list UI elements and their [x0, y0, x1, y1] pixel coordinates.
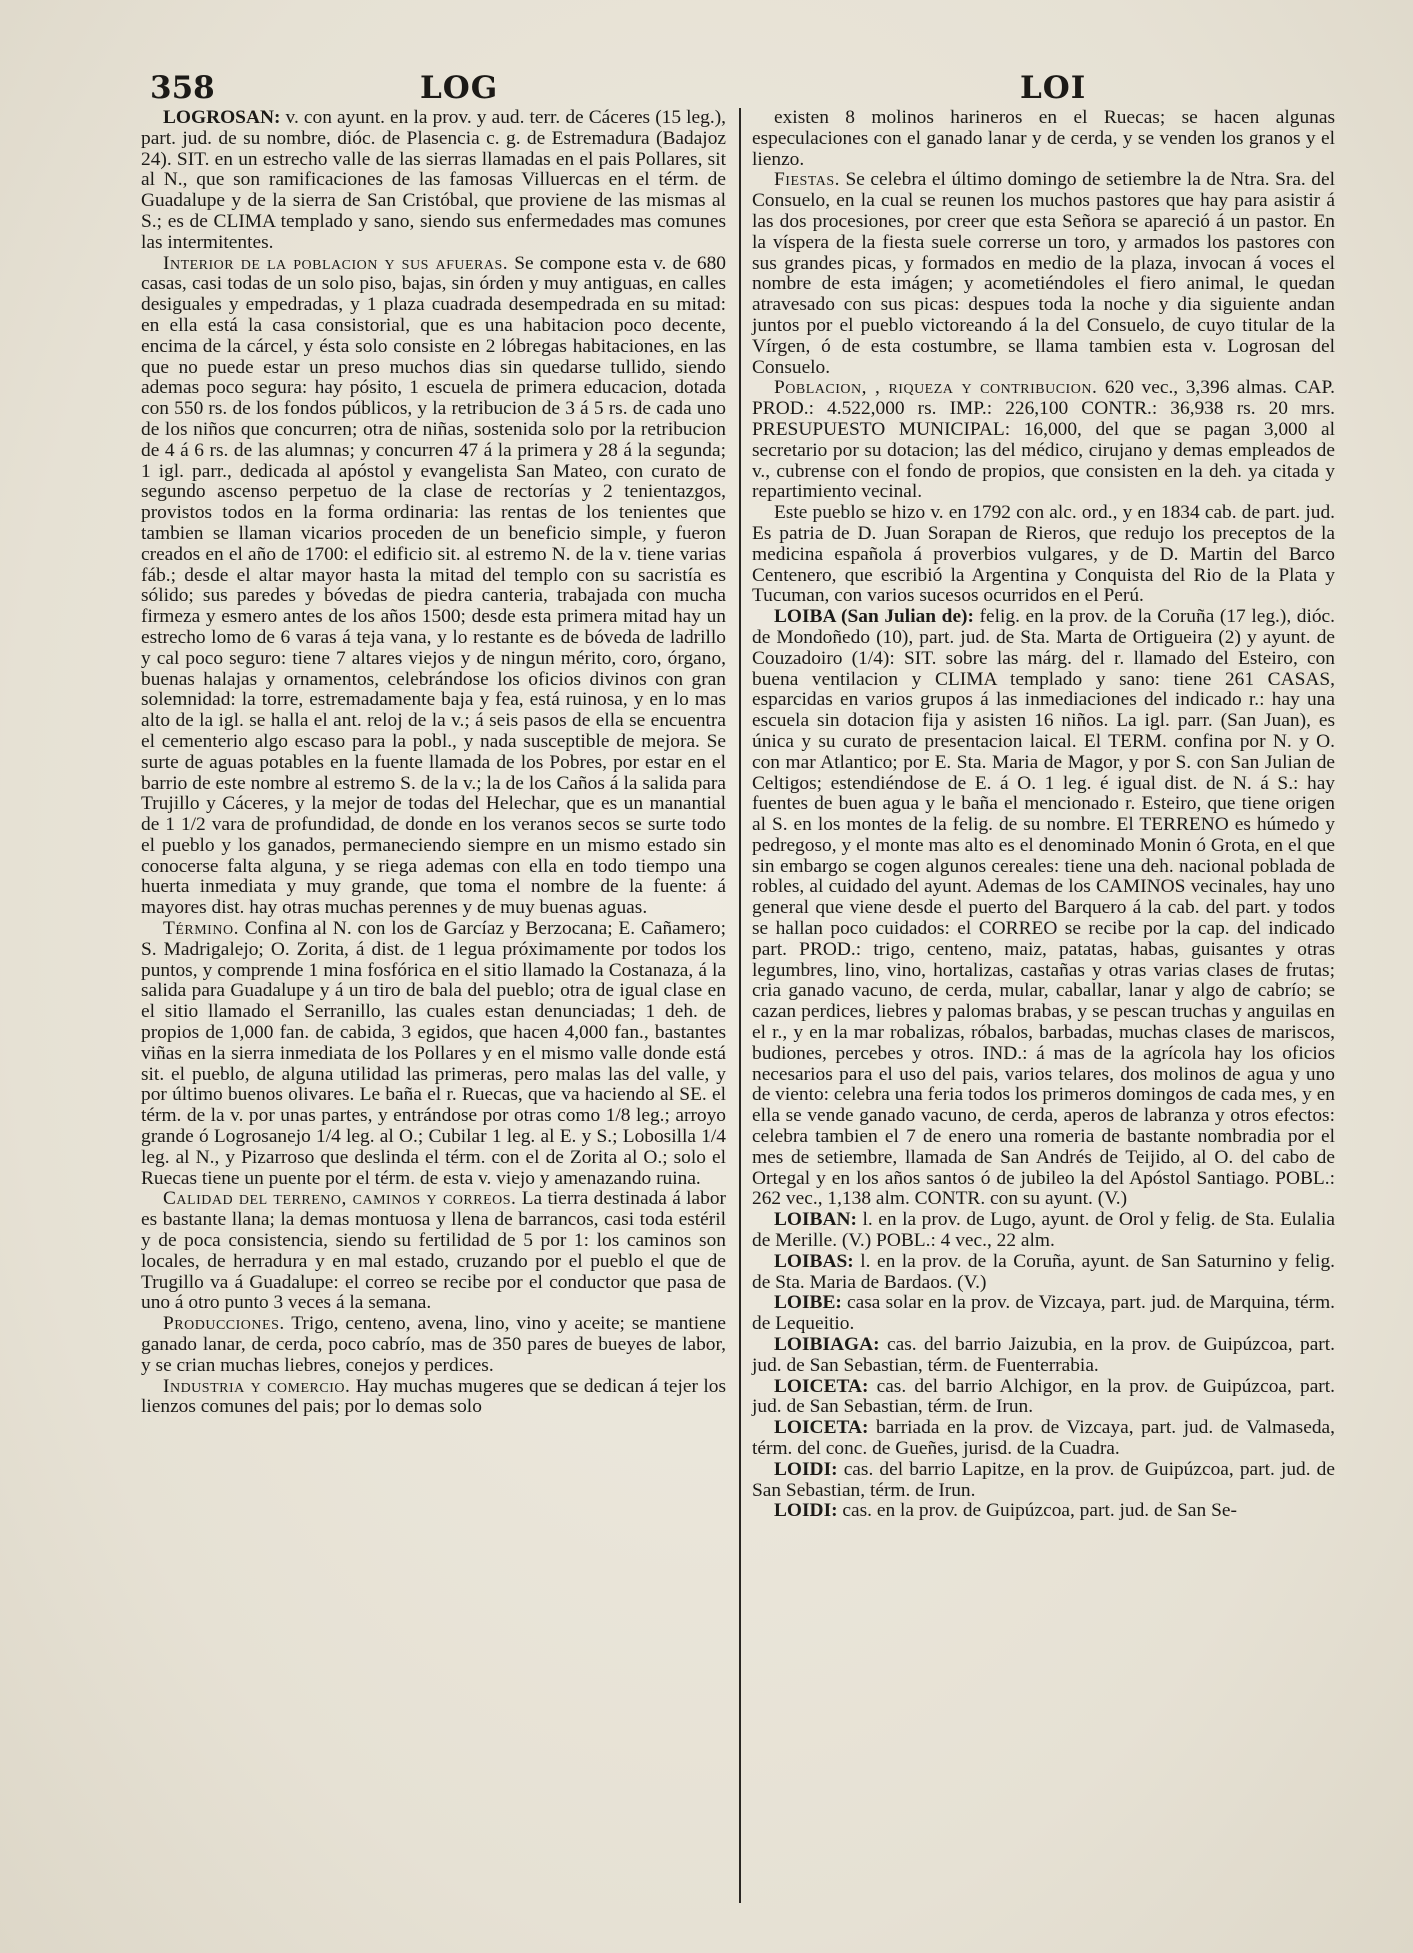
- section-heading: Fiestas.: [774, 169, 840, 191]
- entry-text: existen 8 molinos harineros en el Ruecas; se hacen algunas especulaciones con el ganado lanar y de cerda, y se venden los granos y el lienzo.: [752, 107, 1335, 170]
- headword: LOGROSAN:: [163, 107, 281, 128]
- entry-loibiaga: [752, 1335, 1335, 1377]
- entry-text: l. en la prov. de la Coruña, ayunt. de San Saturnino y felig. de Sta. Maria de Bardaos. (V.): [752, 1250, 1335, 1293]
- entry-text: cas. en la prov. de Guipúzcoa, part. jud. de San Se-: [837, 1500, 1237, 1522]
- entry-historia: [752, 503, 1335, 607]
- entry-text: La tierra destinada á labor es bastante llana; la demas montuosa y llena de barrancos, casi toda estéril y de poca consistencia, siendo su fertilidad de 5 por 1: los caminos son locales, de herradura y en mal estado, cruzando por el pueblo el que de Trugillo va á Guadalupe: el correo se recibe por el conductor que pasa de uno á otro punto 3 veces á la semana.: [141, 1188, 726, 1314]
- entry-producciones: [141, 1314, 726, 1376]
- headword: LOICETA:: [774, 1375, 869, 1397]
- entry-loidi2: [752, 1501, 1335, 1522]
- entry-text: Trigo, centeno, avena, lino, vino y aceite; se mantiene ganado lanar, de cerda, poco cabrío, mas de 350 pares de bueyes de labor, y se crian muchas liebres, conejos y perdices.: [141, 1313, 726, 1376]
- section-heading: Industria y comercio.: [163, 1375, 351, 1397]
- entry-loiceta1: [752, 1377, 1335, 1419]
- entry-text: l. en la prov. de Lugo, ayunt. de Orol y felig. de Sta. Eulalia de Merille. (V.) POBL.: 4 vec., 22 alm.: [752, 1209, 1335, 1252]
- entry-text: casa solar en la prov. de Vizcaya, part. jud. de Marquina, térm. de Lequeitio.: [752, 1292, 1335, 1335]
- section-heading: Calidad del terreno, caminos y correos.: [163, 1188, 517, 1210]
- entry-cont: [752, 108, 1335, 170]
- entry-termino: [141, 919, 726, 1189]
- entry-loiba: [752, 607, 1335, 1210]
- entry-text: 620 vec., 3,396 almas. CAP. PROD.: 4.522,000 rs. IMP.: 226,100 CONTR.: 36,938 rs. 20 mrs. PRESUPUESTO MUNICIPAL: 16,000, del que se pagan 3,000 al secretario por su dotacion; las del médico, cirujano y demas empleados de v., cubrense con el fondo de propios, que consisten en la deh. ya citada y repartimiento vecinal.: [752, 377, 1335, 503]
- right-running-head: LOI: [1020, 70, 1087, 106]
- headword: LOIBAN:: [774, 1209, 857, 1231]
- entry-text: cas. del barrio Jaizubia, en la prov. de Guipúzcoa, part. jud. de San Sebastian, térm. de Fuenterrabia.: [752, 1334, 1335, 1376]
- entry-loidi1: [752, 1460, 1335, 1502]
- entry-loibas: [752, 1252, 1335, 1294]
- entry-calidad: [141, 1189, 726, 1314]
- entry-text: v. con ayunt. en la prov. y aud. terr. de Cáceres (15 leg.), part. jud. de su nombre, dióc. de Plasencia c. g. de Estremadura (Badajoz 24). SIT. en un estrecho valle de las sierras llamadas en el pais Pollares, sit al N., que son ramificaciones de las famosas Villuercas en el térm. de Guadalupe y de la sierra de San Cristóbal, que proviene de las mismas al S.; es de CLIMA templado y sano, siendo sus enfermedades mas comunes las intermitentes.: [141, 107, 726, 253]
- entry-text: Confina al N. con los de Garcíaz y Berzocana; E. Cañamero; S. Madrigalejo; O. Zorita, á dist. de 1 legua próximamente por todos los puntos, y comprende 1 mina fosfórica en el sitio llamado la Costanaza, á la salida para Guadalupe y á un tiro de bala del pueblo; otra de igual clase en el sitio llamado el Serranillo, las cuales estan denunciadas; 1 deh. de propios de 1,000 fan. de cabida, 3 egidos, que hacen 4,000 fan., bastantes viñas en la sierra inmediata de los Pollares y en el mismo valle donde está sit. el pueblo, de alguna utilidad las primeras, pero malas las del valle, y por último buenos olivares. Le baña el r. Ruecas, que va haciendo al SE. el térm. de la v. por unas partes, y entrándose por otras como 1/8 leg.; arroyo grande ó Logrosanejo 1/4 leg. al O.; Cubilar 1 leg. al E. y S.; Lobosilla 1/4 leg. al N., y Pizarroso que deslinda el térm. con el de Zorita al O.; solo el Ruecas tiene un puente por el térm. de esta v. viejo y amenazando ruina.: [141, 918, 726, 1189]
- headword: LOIBE:: [774, 1292, 842, 1314]
- headword: LOIDI:: [774, 1500, 838, 1522]
- section-heading: Poblacion, , riqueza y contribucion.: [774, 377, 1098, 399]
- headword: LOIBIAGA:: [774, 1334, 880, 1356]
- entry-text: barriada en la prov. de Vizcaya, part. jud. de Valmaseda, térm. del conc. de Gueñes, jurisd. de la Cuadra.: [752, 1417, 1335, 1459]
- headword: LOICETA:: [774, 1417, 869, 1439]
- entry-text: Hay muchas mugeres que se dedican á tejer los lienzos comunes del pais; por lo demas solo: [141, 1375, 726, 1418]
- section-heading: Término.: [163, 918, 239, 940]
- headword: LOIDI:: [774, 1458, 838, 1480]
- entry-industria: [141, 1377, 726, 1419]
- entry-text: Se celebra el último domingo de setiembre la de Ntra. Sra. del Consuelo, en la cual se reunen los muchos pastores que hay para asistir á las dos procesiones, por creer que esta Señora se apareció á un pastor. En la víspera de la fiesta suele correrse un toro, y armados los pastores con sus grandes picas, y formados en medio de la plaza, invocan á voces el nombre de esta imágen; y acometiéndoles el fiero animal, le quedan atravesado con sus picas: despues toda la noche y dia siguiente andan juntos por el pueblo victoreando á la del Consuelo, de cuyo titular de la Vírgen, ó de esta costumbre, se llama tambien esta v. Logrosan del Consuelo.: [752, 169, 1335, 378]
- entry-text: Este pueblo se hizo v. en 1792 con alc. ord., y en 1834 cab. de part. jud. Es patria de D. Juan Sorapan de Rieros, que redujo los preceptos de la medicina española á proverbios vulgares, y de D. Martin del Barco Centenero, que escribió la Argentina y Conquista del Rio de la Plata y Tucuman, con varios sucesos ocurridos en el Perú.: [752, 502, 1335, 607]
- entry-interior: [141, 254, 726, 920]
- entry-loibe: [752, 1293, 1335, 1335]
- entry-loiban: [752, 1210, 1335, 1252]
- left-column: [141, 108, 726, 1418]
- entry-fiestas: [752, 170, 1335, 378]
- entry-logrosan-intro: [141, 108, 726, 254]
- column-divider: [739, 108, 741, 1903]
- headword: LOIBAS:: [774, 1250, 854, 1272]
- entry-text: cas. del barrio Lapitze, en la prov. de Guipúzcoa, part. jud. de San Sebastian, térm. de Irun.: [752, 1458, 1335, 1501]
- page-header: [150, 70, 1335, 110]
- entry-poblacion: [752, 378, 1335, 503]
- entry-text: felig. en la prov. de la Coruña (17 leg.), dióc. de Mondoñedo (10), part. jud. de Sta. Marta de Ortigueira (2) y ayunt. de Couzadoiro (1/4): SIT. sobre las márg. del r. llamado del Esteiro, con buena ventilacion y CLIMA templado y sano: tiene 261 CASAS, esparcidas en varios grupos á las inmediaciones del indicado r.: hay una escuela sin dotacion fija y asisten 16 niños. La igl. parr. (San Juan), es única y su curato de presentacion laical. El TERM. confina por N. y O. con mar Atlantico; por E. Sta. Maria de Magor, y por S. con San Julian de Celtigos; estendiéndose de E. á O. 1 leg. é igual dist. de N. á S.: hay fuentes de buen agua y le baña el mencionado r. Esteiro, que tiene origen al S. en los montes de la felig. de su nombre. El TERRENO es húmedo y pedregoso, y el monte mas alto es el denominado Monin ó Grota, en el que sin embargo se cogen algunos cereales: tiene una deh. nacional poblada de robles, al cuidado del ayunt. Ademas de los CAMINOS vecinales, hay uno general que viene desde el puerto del Barquero á la cab. del part. y todos se hallan poco cuidados: el CORREO se recibe por la cap. del indicado part. PROD.: trigo, centeno, maiz, patatas, habas, guisantes y otras legumbres, lino, vino, hortalizas, castañas y otras varias clases de frutas; cria ganado vacuno, de cerda, mular, caballar, lanar y algo de cabrío; se cazan perdices, liebres y palomas brabas, y se pescan truchas y anguilas en el r., y en la mar robalizas, róbalos, barbadas, muchas clases de mariscos, budiones, percebes y otros. IND.: á mas de la agrícola hay los oficios necesarios para el uso del pais, varios telares, dos molinos de agua y uno de viento: celebra una feria todos los primeros domingos de cada mes, y en ella se vende ganado vacuno, de cerda, aperos de labranza y otros efectos: celebra tambien el 7 de enero una romeria de bastante nombradia por el mes de setiembre, llamada de San Andrés de Teijido, al O. del cabo de Ortegal y en los años santos ó de jubileo la del Apóstol Santiago. POBL.: 262 vec., 1,138 alm. CONTR. con su ayunt. (V.): [752, 606, 1335, 1210]
- section-heading: Interior de la poblacion y sus afueras.: [163, 252, 509, 274]
- section-heading: Producciones.: [163, 1313, 285, 1335]
- left-running-head: LOG: [420, 70, 499, 106]
- entry-text: Se compone esta v. de 680 casas, casi todas de un solo piso, bajas, sin órden y muy antiguas, en calles desiguales y empedradas, y 1 plaza cuadrada desempedrada en su mitad: en ella está la casa consistorial, que es una habitacion poco decente, encima de la cárcel, y ésta solo consiste en 2 lóbregas habitaciones, en las que no puede estar un preso muchos dias sin quedarse tullido, siendo ademas poco segura: hay pósito, 1 escuela de primera educacion, dotada con 550 rs. de los fondos públicos, y la retribucion de 3 á 5 rs. de cada uno de los niños que concurren; otra de niñas, sostenida solo por la retribucion de 4 á 6 rs. de las alumnas; y concurren 47 á la primera y 28 á la segunda; 1 igl. parr., dedicada al apóstol y evangelista San Mateo, con curato de segundo ascenso perpetuo de la clase de rectorías y 2 tenientazgos, provistos todos en la forma ordinaria: las rentas de los tenientes que tambien se llaman vicarios proceden de un beneficio simple, y fueron creados en el año de 1700: el edificio sit. al estremo N. de la v. tiene varias fáb.; desde el altar mayor hasta la mitad del templo con su sacristía es sólido; sus paredes y bóvedas de piedra canteria, trabajada con mucha firmeza y esmero antes de los años 1500; desde esta primera mitad hay un estrecho lomo de 6 varas á teja vana, y lo restante es de bóveda de ladrillo y cal poco seguro: tiene 7 altares viejos y de ningun mérito, coro, órgano, buenas halajas y ornamentos, celebrándose los oficios divinos con gran solemnidad: la torre, estremadamente baja y fea, está ruinosa, y en lo mas alto de la igl. se halla el ant. reloj de la v.; á seis pasos de ella se encuentra el cementerio algo escaso para la pobl., y nada susceptible de mejora. Se surte de aguas potables en la fuente llamada de los Pobres, por estar en el barrio de este nombre al estremo S. de la v.; la de los Caños á la salida para Trujillo y Cáceres, y la mejor de todas del Helechar, que es un manantial de 1 1/2 vara de profundidad, de donde en los veranos secos se surte todo el pueblo y los ganados, permaneciendo siempre en un mismo estado sin conocerse falta alguna, y se riega ademas con ella en todo tiempo una huerta inmediata y muy grande, que toma el nombre de la fuente: á mayores dist. hay otras muchas perennes y de muy buenas aguas.: [141, 252, 726, 919]
- entry-loiceta2: [752, 1418, 1335, 1460]
- headword: LOIBA (San Julian de):: [774, 606, 974, 628]
- right-column: [752, 108, 1335, 1522]
- page-number: 358: [150, 70, 215, 106]
- entry-text: cas. del barrio Alchigor, en la prov. de Guipúzcoa, part. jud. de San Sebastian, térm. de Irun.: [752, 1375, 1335, 1418]
